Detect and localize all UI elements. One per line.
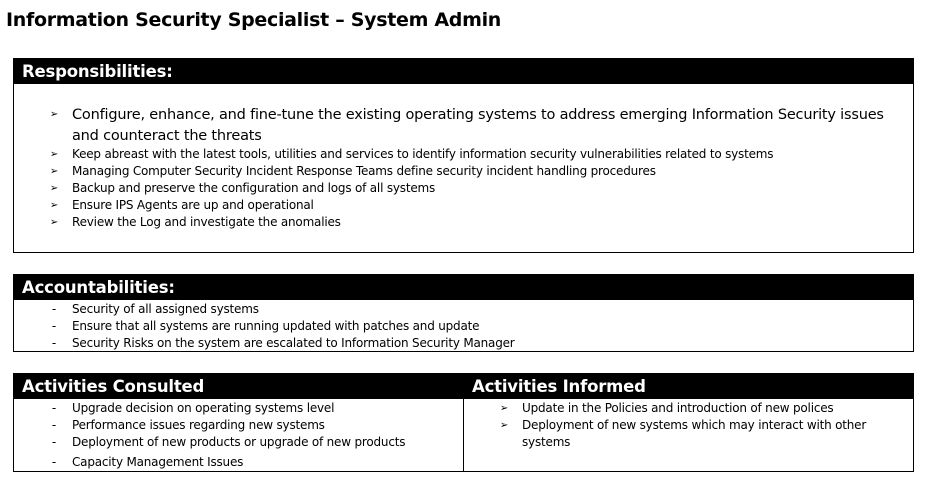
list-item-text: Update in the Policies and introduction of new polices (522, 401, 834, 415)
list-item (14, 318, 913, 335)
activities-consulted-column (14, 374, 464, 471)
list-item (14, 454, 463, 471)
responsibilities-heading: Responsibilities: (14, 59, 913, 84)
list-item (14, 400, 463, 417)
list-item-text: Keep abreast with the latest tools, utilities and services to identify information security vulnerabilities related to systems (72, 147, 774, 161)
list-item-text: Performance issues regarding new systems (72, 418, 325, 432)
activities-informed-heading: Activities Informed (464, 374, 913, 399)
list-item (14, 163, 913, 180)
list-item-text: Backup and preserve the configuration and logs of all systems (72, 181, 436, 195)
list-item-text: Deployment of new products or upgrade of new products (72, 435, 406, 449)
list-item (14, 417, 463, 434)
list-item (14, 146, 913, 163)
list-item-text: Upgrade decision on operating systems level (72, 401, 335, 415)
dash-bullet-icon: - (51, 435, 57, 449)
dash-bullet-icon: - (51, 455, 57, 469)
accountabilities-section (13, 274, 914, 352)
list-item (14, 105, 913, 146)
arrow-bullet-icon: ➢ (49, 109, 59, 120)
list-item-text: Configure, enhance, and fine-tune the existing operating systems to address emerging Information Security issues and counteract the threats (72, 107, 884, 144)
list-item (14, 197, 913, 214)
arrow-bullet-icon: ➢ (49, 166, 59, 177)
dash-bullet-icon: - (51, 302, 57, 316)
dash-bullet-icon: - (51, 418, 57, 432)
list-item-text: Ensure IPS Agents are up and operational (72, 198, 314, 212)
activities-consulted-list (14, 399, 463, 471)
list-item-text: Ensure that all systems are running updated with patches and update (72, 319, 480, 333)
list-item (464, 400, 913, 417)
activities-informed-column (464, 374, 913, 471)
dash-bullet-icon: - (51, 319, 57, 333)
list-item (14, 301, 913, 318)
arrow-bullet-icon: ➢ (499, 403, 509, 414)
activities-consulted-heading: Activities Consulted (14, 374, 463, 399)
activities-section (13, 373, 914, 472)
arrow-bullet-icon: ➢ (49, 183, 59, 194)
list-item (464, 417, 913, 451)
arrow-bullet-icon: ➢ (49, 200, 59, 211)
list-item (14, 434, 463, 451)
activities-informed-list (464, 399, 913, 451)
list-item-text: Review the Log and investigate the anomalies (72, 215, 341, 229)
list-item-text: Security Risks on the system are escalated to Information Security Manager (72, 336, 515, 350)
list-item-text: Managing Computer Security Incident Response Teams define security incident handling procedures (72, 164, 656, 178)
document-title: Information Security Specialist – System Admin (6, 9, 502, 31)
responsibilities-list (14, 84, 913, 231)
list-item (14, 335, 913, 352)
responsibilities-section (13, 58, 914, 253)
arrow-bullet-icon: ➢ (49, 217, 59, 228)
accountabilities-heading: Accountabilities: (14, 275, 913, 300)
arrow-bullet-icon: ➢ (49, 149, 59, 160)
list-item-text: Security of all assigned systems (72, 302, 259, 316)
dash-bullet-icon: - (51, 401, 57, 415)
list-item-text: Capacity Management Issues (72, 455, 244, 469)
arrow-bullet-icon: ➢ (499, 420, 509, 431)
list-item (14, 214, 913, 231)
list-item (14, 180, 913, 197)
dash-bullet-icon: - (51, 336, 57, 350)
accountabilities-list (14, 300, 913, 352)
list-item-text: Deployment of new systems which may interact with other systems (522, 418, 867, 449)
